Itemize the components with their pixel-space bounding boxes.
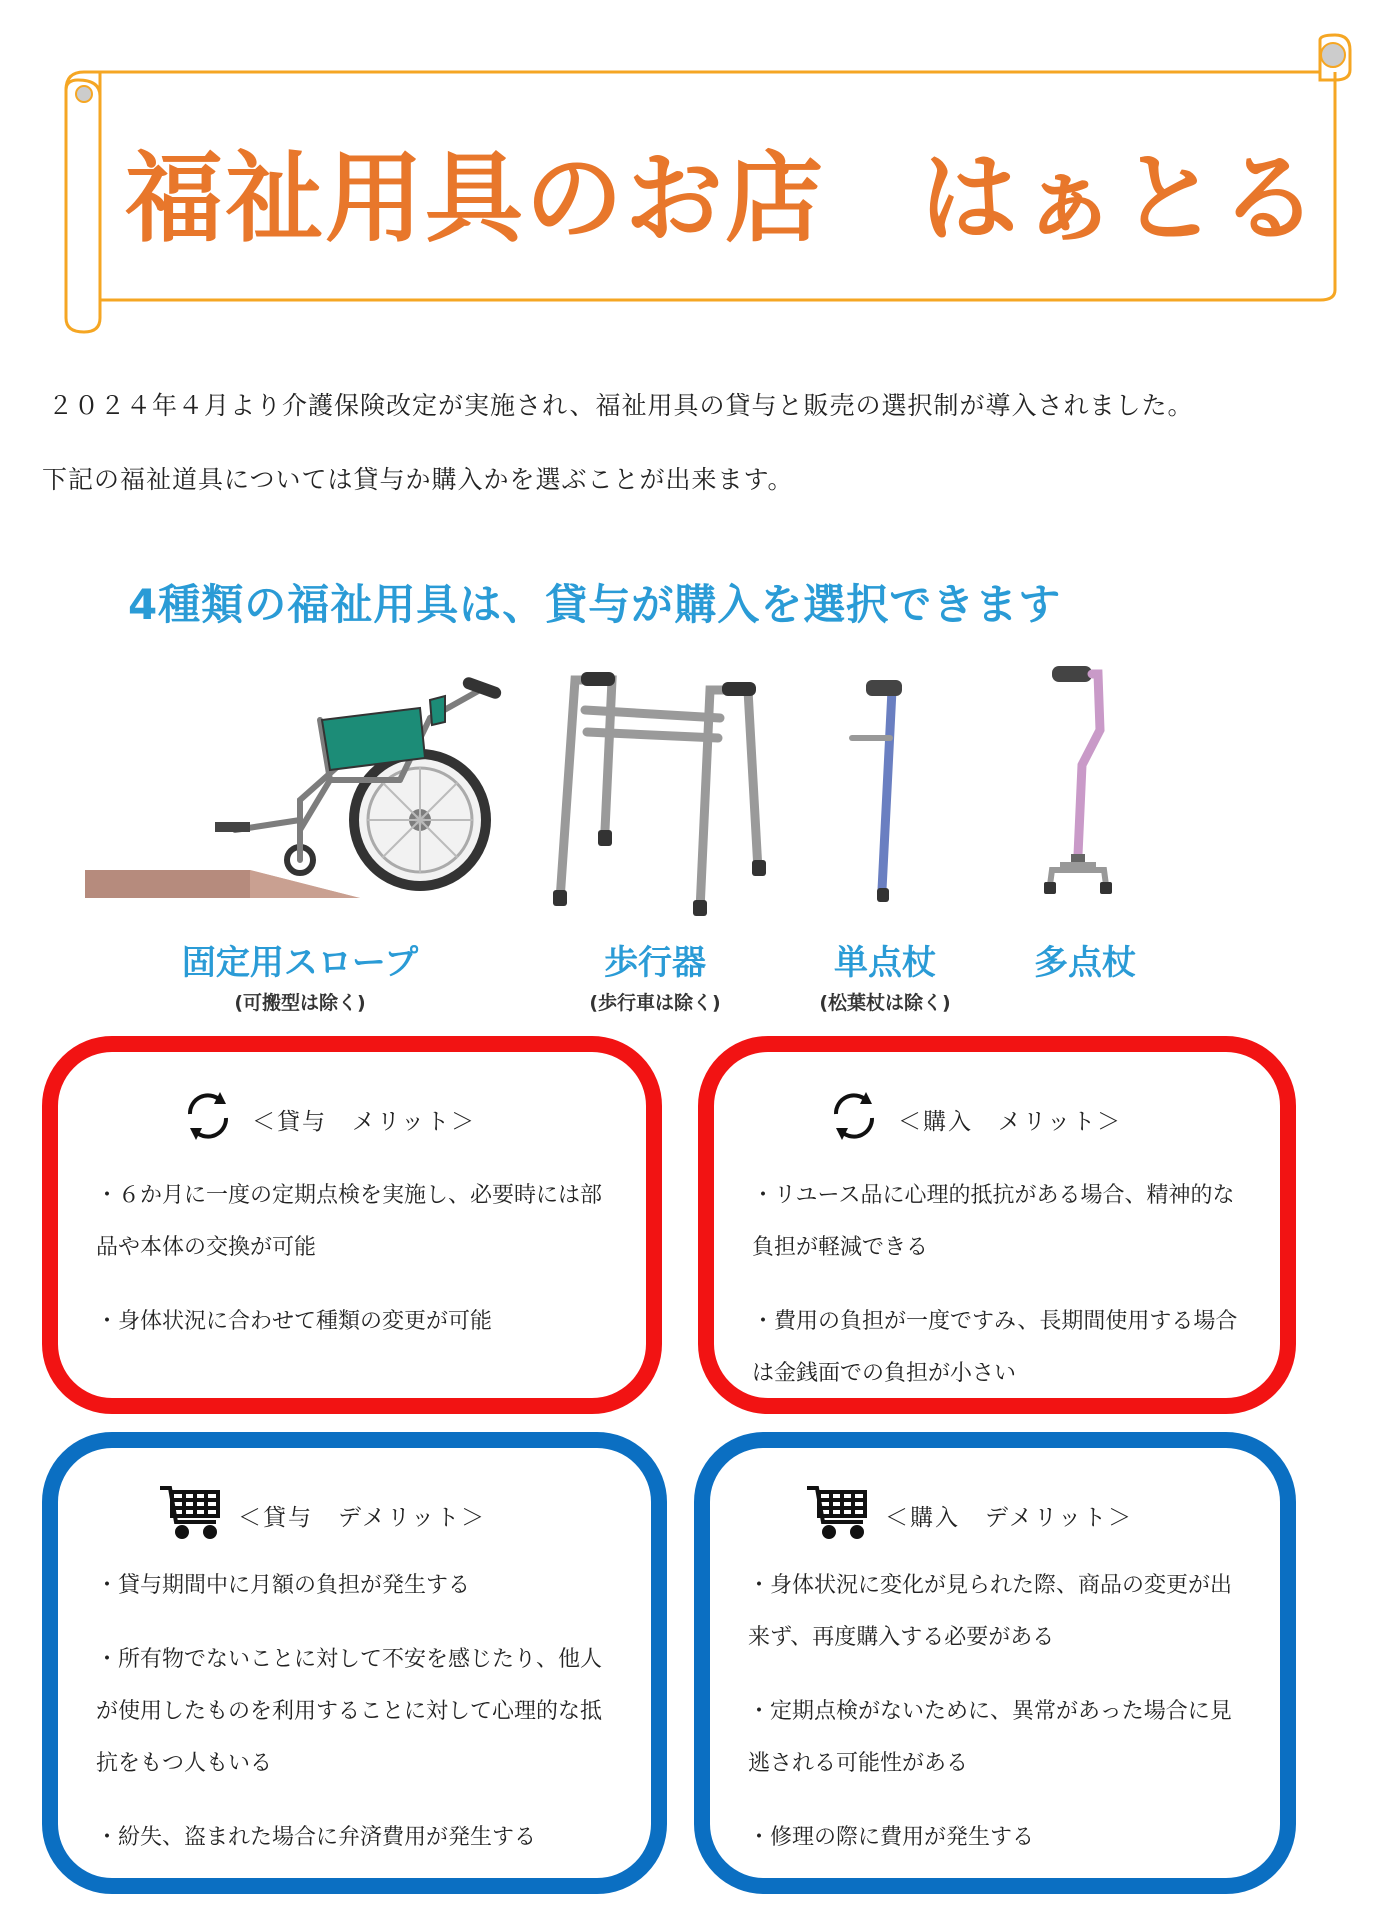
title-main: 福祉用具のお店	[125, 142, 826, 256]
list-item: ・定期点検がないために、異常があった場合に見逃される可能性がある	[748, 1699, 1232, 1776]
purchase-merit-card	[698, 1036, 1296, 1414]
shop-name: はぁとる	[920, 142, 1321, 256]
item-label-quad-cane: 多点杖	[1034, 943, 1136, 983]
list-item: ・リユース品に心理的抵抗がある場合、精神的な負担が軽減できる	[752, 1183, 1235, 1260]
item-note-single-cane: (松葉杖は除く)	[819, 992, 951, 1014]
item-label-slope: 固定用スロープ	[181, 943, 419, 983]
rental-demerit-card	[42, 1432, 667, 1894]
figure-heading: 4種類の福祉用具は、貸与が購入を選択できます	[128, 580, 1062, 629]
rental-merit-card	[42, 1036, 662, 1414]
rental-demerit-heading: ＜貸与 デメリット＞	[238, 1504, 487, 1531]
list-item: ・身体状況に変化が見られた際、商品の変更が出来ず、再度購入する必要がある	[748, 1573, 1233, 1650]
item-label-single-cane: 単点杖	[834, 943, 936, 983]
list-item: ・修理の際に費用が発生する	[748, 1825, 1035, 1850]
list-item: ・紛失、盗まれた場合に弁済費用が発生する	[96, 1825, 537, 1850]
equipment-illustration	[0, 650, 1388, 930]
purchase-merit-heading: ＜購入 メリット＞	[898, 1108, 1123, 1135]
slope-illustration	[85, 870, 360, 898]
list-item: ・費用の負担が一度ですみ、長期間使用する場合は金銭面での負担が小さい	[752, 1309, 1238, 1386]
purchase-demerit-card	[694, 1432, 1296, 1894]
walker-illustration	[560, 680, 758, 910]
item-note-walker: (歩行車は除く)	[589, 992, 721, 1014]
purchase-demerit-heading: ＜購入 デメリット＞	[885, 1504, 1134, 1531]
item-label-walker: 歩行器	[604, 943, 706, 983]
recycle-arrows-icon	[178, 1086, 238, 1152]
list-item: ・貸与期間中に月額の負担が発生する	[96, 1573, 471, 1598]
intro-line-1: ２０２４年４月より介護保険改定が実施され、福祉用具の貸与と販売の選択制が導入されました。	[48, 391, 1194, 420]
single-cane-illustration	[852, 680, 902, 902]
quad-cane-illustration	[1044, 666, 1112, 894]
item-note-slope: (可搬型は除く)	[234, 992, 366, 1014]
page-title	[125, 120, 1321, 261]
shopping-cart-icon	[805, 1482, 871, 1548]
list-item: ・６か月に一度の定期点検を実施し、必要時には部品や本体の交換が可能	[96, 1183, 603, 1260]
list-item: ・身体状況に合わせて種類の変更が可能	[96, 1309, 493, 1334]
list-item: ・所有物でないことに対して不安を感じたり、他人が使用したものを利用することに対して心理的な抵抗をもつ人もいる	[96, 1647, 603, 1776]
recycle-arrows-icon	[824, 1086, 884, 1152]
intro-line-2: 下記の福祉道具については貸与か購入かを選ぶことが出来ます。	[42, 465, 794, 494]
shopping-cart-icon	[158, 1482, 224, 1548]
rental-merit-heading: ＜貸与 メリット＞	[252, 1108, 477, 1135]
